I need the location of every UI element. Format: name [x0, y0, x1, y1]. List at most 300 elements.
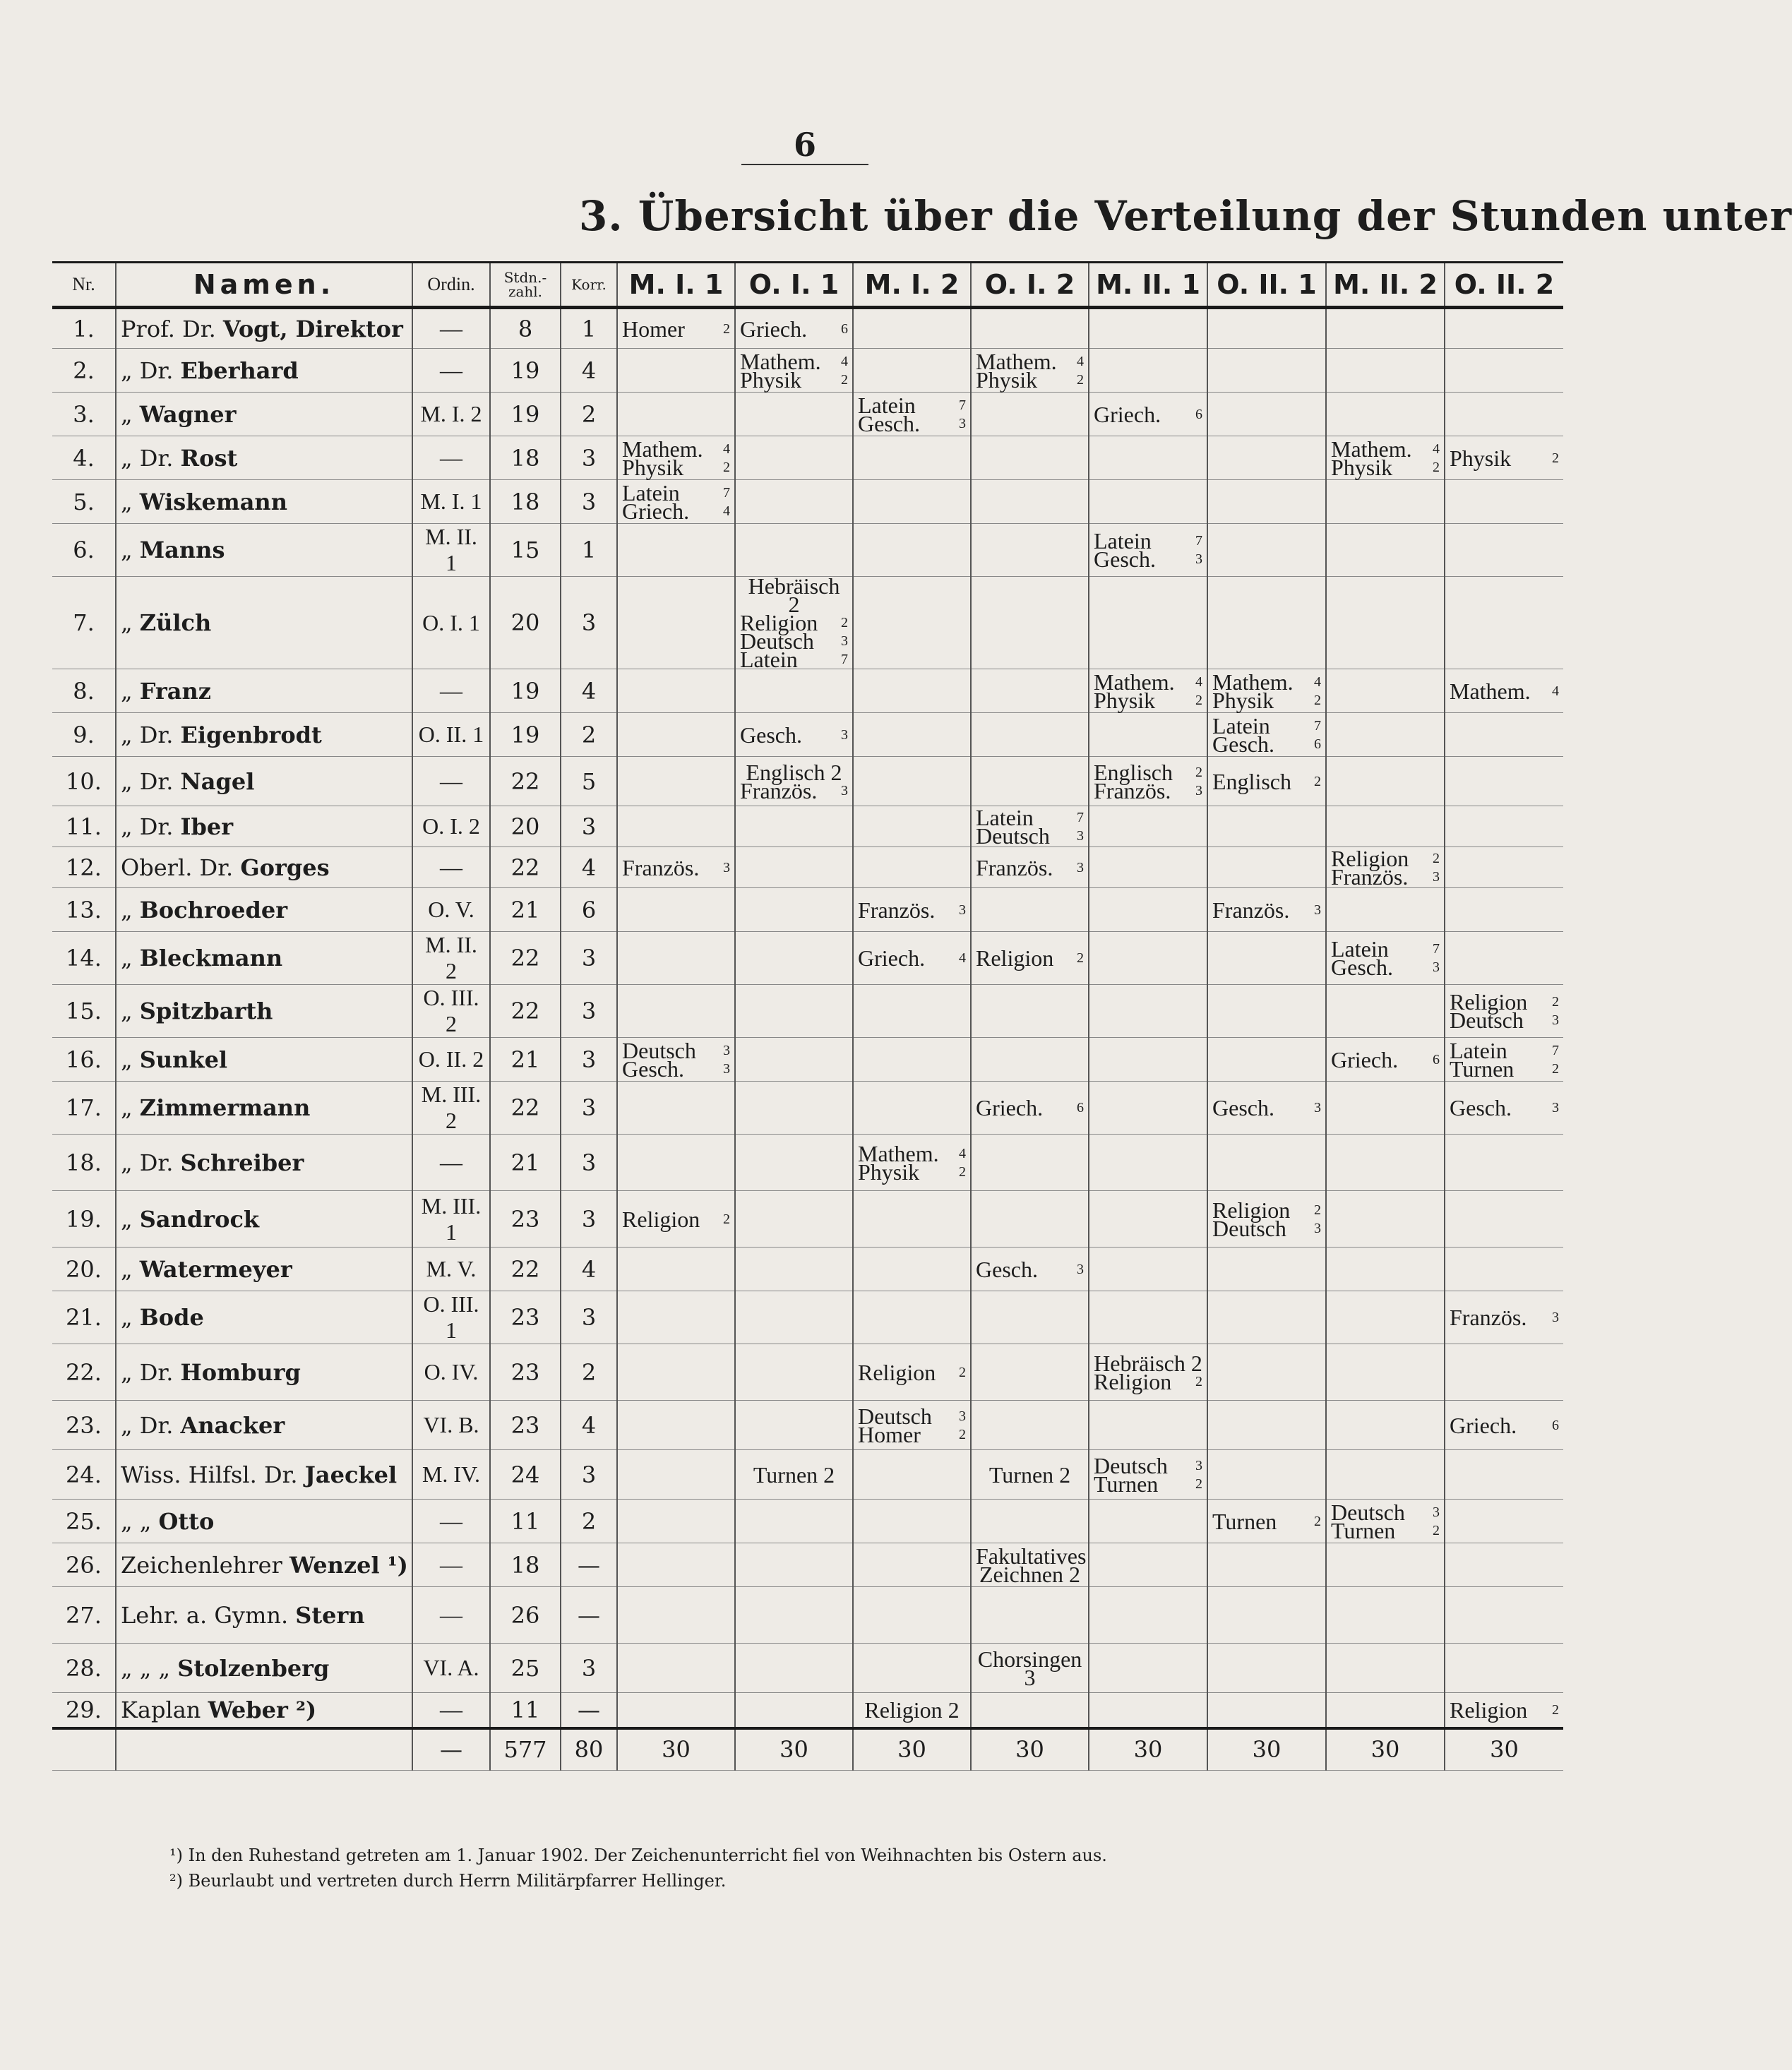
subject-hours: 2: [841, 371, 848, 388]
teacher-name: [116, 932, 412, 985]
ordinariat: —: [412, 349, 490, 393]
subject-cell: [853, 436, 971, 480]
subject-cell: [1089, 932, 1207, 985]
subject-entry: Englisch 2: [746, 759, 842, 785]
total-cell: —: [412, 1728, 490, 1771]
subject-cell: [1207, 1500, 1326, 1543]
weekly-hours: 22: [490, 847, 561, 888]
subject-entry: [976, 945, 1084, 971]
subject-name: Homer: [858, 1421, 921, 1447]
teacher-surname: Iber: [180, 813, 234, 840]
subject-hours: 7: [1433, 941, 1440, 957]
subject-name: Religion: [976, 945, 1054, 971]
teacher-surname: Weber ²): [208, 1696, 317, 1723]
ordinariat: O. IV.: [412, 1344, 490, 1401]
subject-hours: 3: [723, 859, 730, 875]
subject-entry: [1212, 1095, 1321, 1120]
subject-name: Französ.: [858, 897, 936, 923]
teacher-rows: [52, 308, 1563, 1771]
teacher-name: [116, 757, 412, 806]
subject-cell: [971, 713, 1089, 757]
subject-name: Französ.: [740, 777, 818, 803]
subject-cell: [1326, 713, 1445, 757]
subject-cell: [1089, 1248, 1207, 1291]
teacher-surname: Wiskemann: [139, 488, 287, 515]
teacher-name: [116, 669, 412, 713]
table-row: [52, 669, 1563, 713]
subject-entry: [1094, 546, 1202, 572]
teacher-name: [116, 393, 412, 436]
subject-cell: [735, 1450, 853, 1500]
subject-cell: [735, 1587, 853, 1644]
subject-hours: 3: [1077, 827, 1084, 844]
total-cell: [116, 1728, 412, 1771]
subject-cell: [617, 847, 735, 888]
subject-cell: [617, 349, 735, 393]
subject-cell: [971, 1191, 1089, 1248]
subject-hours: 2: [841, 615, 848, 630]
subject-cell: [1207, 1191, 1326, 1248]
subject-cell: [971, 480, 1089, 524]
subject-hours: 3: [841, 782, 848, 798]
table-row: [52, 1291, 1563, 1344]
subject-cell: [1089, 669, 1207, 713]
total-cell: 30: [617, 1728, 735, 1771]
subject-hours: 2: [1314, 773, 1321, 789]
subject-cell: [617, 1587, 735, 1644]
subject-entry: [858, 1359, 966, 1385]
subject-hours: 2: [1195, 1373, 1202, 1389]
subject-cell: [853, 713, 971, 757]
subject-hours: 3: [841, 726, 848, 743]
subject-cell: [971, 1543, 1089, 1587]
table-row: [52, 577, 1563, 669]
total-cell: 30: [971, 1728, 1089, 1771]
subject-cell: [1207, 393, 1326, 436]
teacher-surname: Stolzenberg: [177, 1654, 330, 1682]
ordinariat: O. II. 1: [412, 713, 490, 757]
subject-hours: 3: [1195, 782, 1202, 798]
table-row: [52, 1587, 1563, 1644]
teacher-name: [116, 524, 412, 577]
subject-cell: [853, 1038, 971, 1082]
subject-name: Deutsch: [740, 628, 814, 654]
subject-entry: [622, 316, 730, 342]
ordinariat: M. V.: [412, 1248, 490, 1291]
corrections: 4: [561, 1401, 617, 1450]
subject-entry: [858, 897, 966, 923]
subject-entry: Hebräisch 2: [1094, 1350, 1202, 1376]
row-number: 10.: [52, 757, 116, 806]
teacher-title: Prof. Dr.: [121, 315, 216, 342]
ordinariat: —: [412, 436, 490, 480]
subject-entry: [1450, 1055, 1559, 1082]
subject-cell: [617, 308, 735, 349]
table-row: [52, 1248, 1563, 1291]
weekly-hours: 23: [490, 1191, 561, 1248]
subject-hours: 6: [1433, 1051, 1440, 1067]
subject-cell: [1445, 1587, 1563, 1644]
teacher-title: Lehr. a. Gymn.: [121, 1601, 289, 1629]
subject-name: Physik: [1331, 454, 1393, 480]
subject-cell: [1207, 524, 1326, 577]
subject-name: Griech.: [1331, 1046, 1399, 1072]
corrections: 3: [561, 985, 617, 1038]
subject-cell: [617, 524, 735, 577]
subject-cell: [971, 1500, 1089, 1543]
subject-cell: [853, 1587, 971, 1644]
subject-entry: [622, 854, 730, 880]
subject-cell: [1326, 1038, 1445, 1082]
subject-name: Physik: [740, 366, 802, 393]
table-row: [52, 847, 1563, 888]
subject-cell: [1207, 1587, 1326, 1644]
subject-name: Religion: [1331, 845, 1409, 871]
subject-hours: 2: [1433, 459, 1440, 475]
subject-cell: [735, 806, 853, 847]
row-number: 6.: [52, 524, 116, 577]
teacher-title: „ Dr.: [121, 1411, 174, 1439]
subject-cell: [1089, 524, 1207, 577]
header-class: M. I. 2: [853, 263, 971, 308]
subject-cell: [1445, 1135, 1563, 1191]
subject-cell: [1445, 393, 1563, 436]
ordinariat: M. IV.: [412, 1450, 490, 1500]
subject-hours: 4: [1314, 674, 1321, 690]
subject-cell: [617, 1248, 735, 1291]
subject-cell: [971, 888, 1089, 932]
row-number: 7.: [52, 577, 116, 669]
subject-cell: [1326, 1135, 1445, 1191]
subject-cell: [971, 1291, 1089, 1344]
subject-cell: [735, 713, 853, 757]
weekly-hours: 21: [490, 888, 561, 932]
subject-hours: 4: [723, 503, 730, 519]
subject-hours: 3: [1314, 1220, 1321, 1236]
subject-cell: [853, 1082, 971, 1135]
subject-hours: 2: [1195, 692, 1202, 708]
subject-cell: [1207, 436, 1326, 480]
subject-entry: Turnen 2: [988, 1461, 1071, 1488]
ordinariat: —: [412, 1500, 490, 1543]
teacher-surname: Jaeckel: [304, 1461, 398, 1488]
corrections: 3: [561, 1291, 617, 1344]
subject-cell: [971, 1344, 1089, 1401]
subject-cell: [1326, 1543, 1445, 1587]
corrections: 2: [561, 713, 617, 757]
subject-cell: [1207, 1401, 1326, 1450]
row-number: 16.: [52, 1038, 116, 1082]
subject-cell: [1089, 577, 1207, 669]
teacher-name: [116, 1401, 412, 1450]
table-row: [52, 1500, 1563, 1543]
subject-name: Deutsch: [1450, 1007, 1524, 1033]
subject-name: Mathem.: [1331, 436, 1412, 462]
subject-cell: [1445, 308, 1563, 349]
subject-hours: 3: [723, 1060, 730, 1077]
subject-cell: [1207, 1344, 1326, 1401]
subject-cell: [1089, 757, 1207, 806]
subject-entry: [858, 410, 966, 436]
subject-name: Französ.: [976, 854, 1053, 880]
subject-hours: 3: [1314, 1100, 1321, 1115]
subject-name: Englisch: [1094, 759, 1173, 785]
header-class: O. I. 1: [735, 263, 853, 308]
page-number: 6: [793, 126, 816, 164]
weekly-hours: 11: [490, 1500, 561, 1543]
subject-name: Turnen: [1094, 1471, 1159, 1497]
ordinariat: M. II. 1: [412, 524, 490, 577]
subject-cell: [1445, 1248, 1563, 1291]
header-namen: Namen.: [116, 263, 412, 308]
weekly-hours: 22: [490, 985, 561, 1038]
subject-entry: [622, 1206, 730, 1232]
subject-entry: Hebräisch 2: [748, 573, 840, 617]
subject-hours: 3: [1552, 1310, 1559, 1325]
teacher-surname: Anacker: [180, 1411, 285, 1439]
table-row: [52, 1450, 1563, 1500]
header-class: M. I. 1: [617, 263, 735, 308]
subject-hours: 3: [959, 902, 966, 918]
subject-cell: [1326, 985, 1445, 1038]
subject-cell: [735, 308, 853, 349]
teacher-title: „: [121, 1205, 133, 1233]
subject-hours: 7: [1314, 717, 1321, 734]
subject-name: Gesch.: [1450, 1095, 1512, 1120]
subject-name: Latein: [1212, 712, 1270, 738]
header-stdn-zahl: Stdn.-zahl.: [490, 263, 561, 308]
subject-hours: 2: [959, 1426, 966, 1442]
subject-cell: [1207, 1291, 1326, 1344]
subject-name: Deutsch: [976, 822, 1050, 849]
subject-entry: [1450, 1007, 1559, 1033]
subject-entry: [1094, 401, 1202, 427]
subject-cell: [1207, 1038, 1326, 1082]
subject-hours: 4: [723, 441, 730, 457]
subject-name: Französ.: [1212, 897, 1290, 923]
subject-name: Latein: [740, 647, 798, 672]
corrections: 3: [561, 577, 617, 669]
subject-name: Latein: [858, 392, 916, 418]
subject-hours: 7: [723, 484, 730, 501]
subject-cell: [1089, 1291, 1207, 1344]
teacher-title: „: [121, 998, 133, 1024]
teacher-title: „: [121, 896, 133, 923]
subject-cell: [1326, 1450, 1445, 1500]
teacher-name: [116, 806, 412, 847]
corrections: 3: [561, 480, 617, 524]
row-number: 1.: [52, 308, 116, 349]
subject-cell: [1326, 757, 1445, 806]
weekly-hours: 23: [490, 1291, 561, 1344]
teacher-name: [116, 1135, 412, 1191]
subject-cell: [1089, 393, 1207, 436]
subject-cell: [617, 713, 735, 757]
footnotes: [169, 1843, 1370, 1893]
ordinariat: O. I. 1: [412, 577, 490, 669]
subject-name: Französ.: [1450, 1305, 1527, 1330]
subject-entry: [1331, 1517, 1440, 1543]
subject-hours: 3: [1314, 902, 1321, 918]
teacher-surname: Spitzbarth: [139, 998, 273, 1024]
subject-cell: [1089, 1082, 1207, 1135]
total-cell: 30: [735, 1728, 853, 1771]
subject-cell: [1207, 577, 1326, 669]
subject-hours: 6: [1195, 406, 1202, 422]
row-number: 15.: [52, 985, 116, 1038]
corrections: 6: [561, 888, 617, 932]
teacher-surname: Franz: [139, 677, 211, 705]
corrections: 3: [561, 806, 617, 847]
subject-cell: [617, 1693, 735, 1728]
teacher-surname: Sunkel: [139, 1046, 228, 1073]
corrections: 3: [561, 1450, 617, 1500]
subject-name: Religion: [1212, 1197, 1291, 1223]
weekly-hours: 19: [490, 349, 561, 393]
ordinariat: O. II. 2: [412, 1038, 490, 1082]
table-row: [52, 1038, 1563, 1082]
weekly-hours: 23: [490, 1401, 561, 1450]
subject-name: Mathem.: [1212, 669, 1294, 695]
subject-entry: [622, 454, 730, 480]
teacher-name: [116, 1344, 412, 1401]
weekly-hours: 26: [490, 1587, 561, 1644]
subject-cell: [1089, 308, 1207, 349]
subject-cell: [853, 1401, 971, 1450]
teacher-surname: Manns: [139, 537, 225, 563]
subject-cell: [1445, 669, 1563, 713]
teacher-name: [116, 480, 412, 524]
total-cell: 30: [853, 1728, 971, 1771]
subject-entry: [1094, 777, 1202, 803]
subject-cell: [735, 1401, 853, 1450]
subject-cell: [971, 1135, 1089, 1191]
teacher-name: [116, 713, 412, 757]
corrections: 3: [561, 1135, 617, 1191]
table-row: [52, 888, 1563, 932]
subject-name: Physik: [1094, 687, 1156, 713]
ordinariat: —: [412, 308, 490, 349]
subject-cell: [1445, 1500, 1563, 1543]
subject-cell: [1089, 1450, 1207, 1500]
subject-entry: [1450, 678, 1559, 704]
header-row: [52, 263, 1563, 308]
subject-cell: [1207, 1135, 1326, 1191]
subject-cell: [1445, 713, 1563, 757]
subject-hours: 2: [1195, 1476, 1202, 1492]
ordinariat: M. III. 1: [412, 1191, 490, 1248]
subject-cell: [1445, 1344, 1563, 1401]
row-number: 24.: [52, 1450, 116, 1500]
subject-cell: [1207, 757, 1326, 806]
footnote: ²) Beurlaubt und vertreten durch Herrn Militärpfarrer Hellinger.: [169, 1871, 727, 1891]
weekly-hours: 22: [490, 932, 561, 985]
subject-hours: 2: [959, 1364, 966, 1380]
subject-name: Mathem.: [1094, 669, 1175, 695]
subject-hours: 7: [1195, 533, 1202, 549]
teacher-title: „ Dr.: [121, 1149, 174, 1176]
subject-cell: [853, 757, 971, 806]
teacher-name: [116, 1082, 412, 1135]
corrections: 3: [561, 1191, 617, 1248]
header-class: O. I. 2: [971, 263, 1089, 308]
subject-name: Griech.: [1450, 1412, 1517, 1438]
subject-cell: [1089, 806, 1207, 847]
subject-entry: [976, 854, 1084, 880]
subject-cell: [1445, 1693, 1563, 1728]
subject-hours: 4: [1552, 683, 1559, 699]
subject-cell: [971, 1248, 1089, 1291]
total-cell: 80: [561, 1728, 617, 1771]
page-number-rule: [741, 164, 868, 165]
weekly-hours: 19: [490, 393, 561, 436]
subject-entry: [740, 722, 848, 748]
subject-cell: [735, 393, 853, 436]
row-number: 11.: [52, 806, 116, 847]
subject-cell: [735, 985, 853, 1038]
teacher-name: [116, 985, 412, 1038]
teacher-title: „: [121, 677, 133, 705]
subject-cell: [1445, 1644, 1563, 1693]
subject-hours: 6: [1552, 1417, 1559, 1433]
subject-hours: 3: [1433, 868, 1440, 885]
subject-cell: [617, 1082, 735, 1135]
subject-cell: [735, 524, 853, 577]
weekly-hours: 20: [490, 577, 561, 669]
subject-cell: [617, 888, 735, 932]
subject-name: Mathem.: [1450, 678, 1531, 704]
subject-cell: [735, 573, 853, 672]
subject-cell: [971, 436, 1089, 480]
subject-cell: [853, 1644, 971, 1693]
subject-name: Religion: [740, 610, 818, 635]
subject-entry: [740, 316, 848, 342]
subject-cell: [1089, 1191, 1207, 1248]
row-number: 2.: [52, 349, 116, 393]
teacher-name: [116, 888, 412, 932]
subject-name: Deutsch: [1331, 1499, 1405, 1525]
subject-cell: [971, 577, 1089, 669]
teacher-name: [116, 1038, 412, 1082]
ordinariat: —: [412, 847, 490, 888]
subject-cell: [617, 806, 735, 847]
subject-hours: 4: [1077, 353, 1084, 369]
subject-cell: [971, 1587, 1089, 1644]
table-row: [52, 436, 1563, 480]
subject-name: Deutsch: [858, 1403, 932, 1429]
subject-cell: [1089, 1401, 1207, 1450]
subject-hours: 3: [1552, 1012, 1559, 1028]
total-cell: 30: [1207, 1728, 1326, 1771]
subject-name: Gesch.: [1331, 955, 1393, 980]
teacher-surname: Zimmermann: [139, 1094, 311, 1121]
subject-entry: [1094, 687, 1202, 713]
subject-cell: [617, 1543, 735, 1587]
subject-entry: [1331, 863, 1440, 890]
subject-cell: [1089, 1587, 1207, 1644]
subject-cell: [1326, 847, 1445, 888]
subject-entry: [1450, 1095, 1559, 1120]
subject-cell: [1326, 349, 1445, 393]
subject-hours: 2: [1433, 1522, 1440, 1538]
teacher-surname: Bochroeder: [139, 896, 288, 923]
subject-entry: [858, 1421, 966, 1447]
ordinariat: M. III. 2: [412, 1082, 490, 1135]
ordinariat: O. V.: [412, 888, 490, 932]
subject-name: Deutsch: [1094, 1452, 1168, 1478]
subject-cell: [1089, 1135, 1207, 1191]
row-number: 19.: [52, 1191, 116, 1248]
